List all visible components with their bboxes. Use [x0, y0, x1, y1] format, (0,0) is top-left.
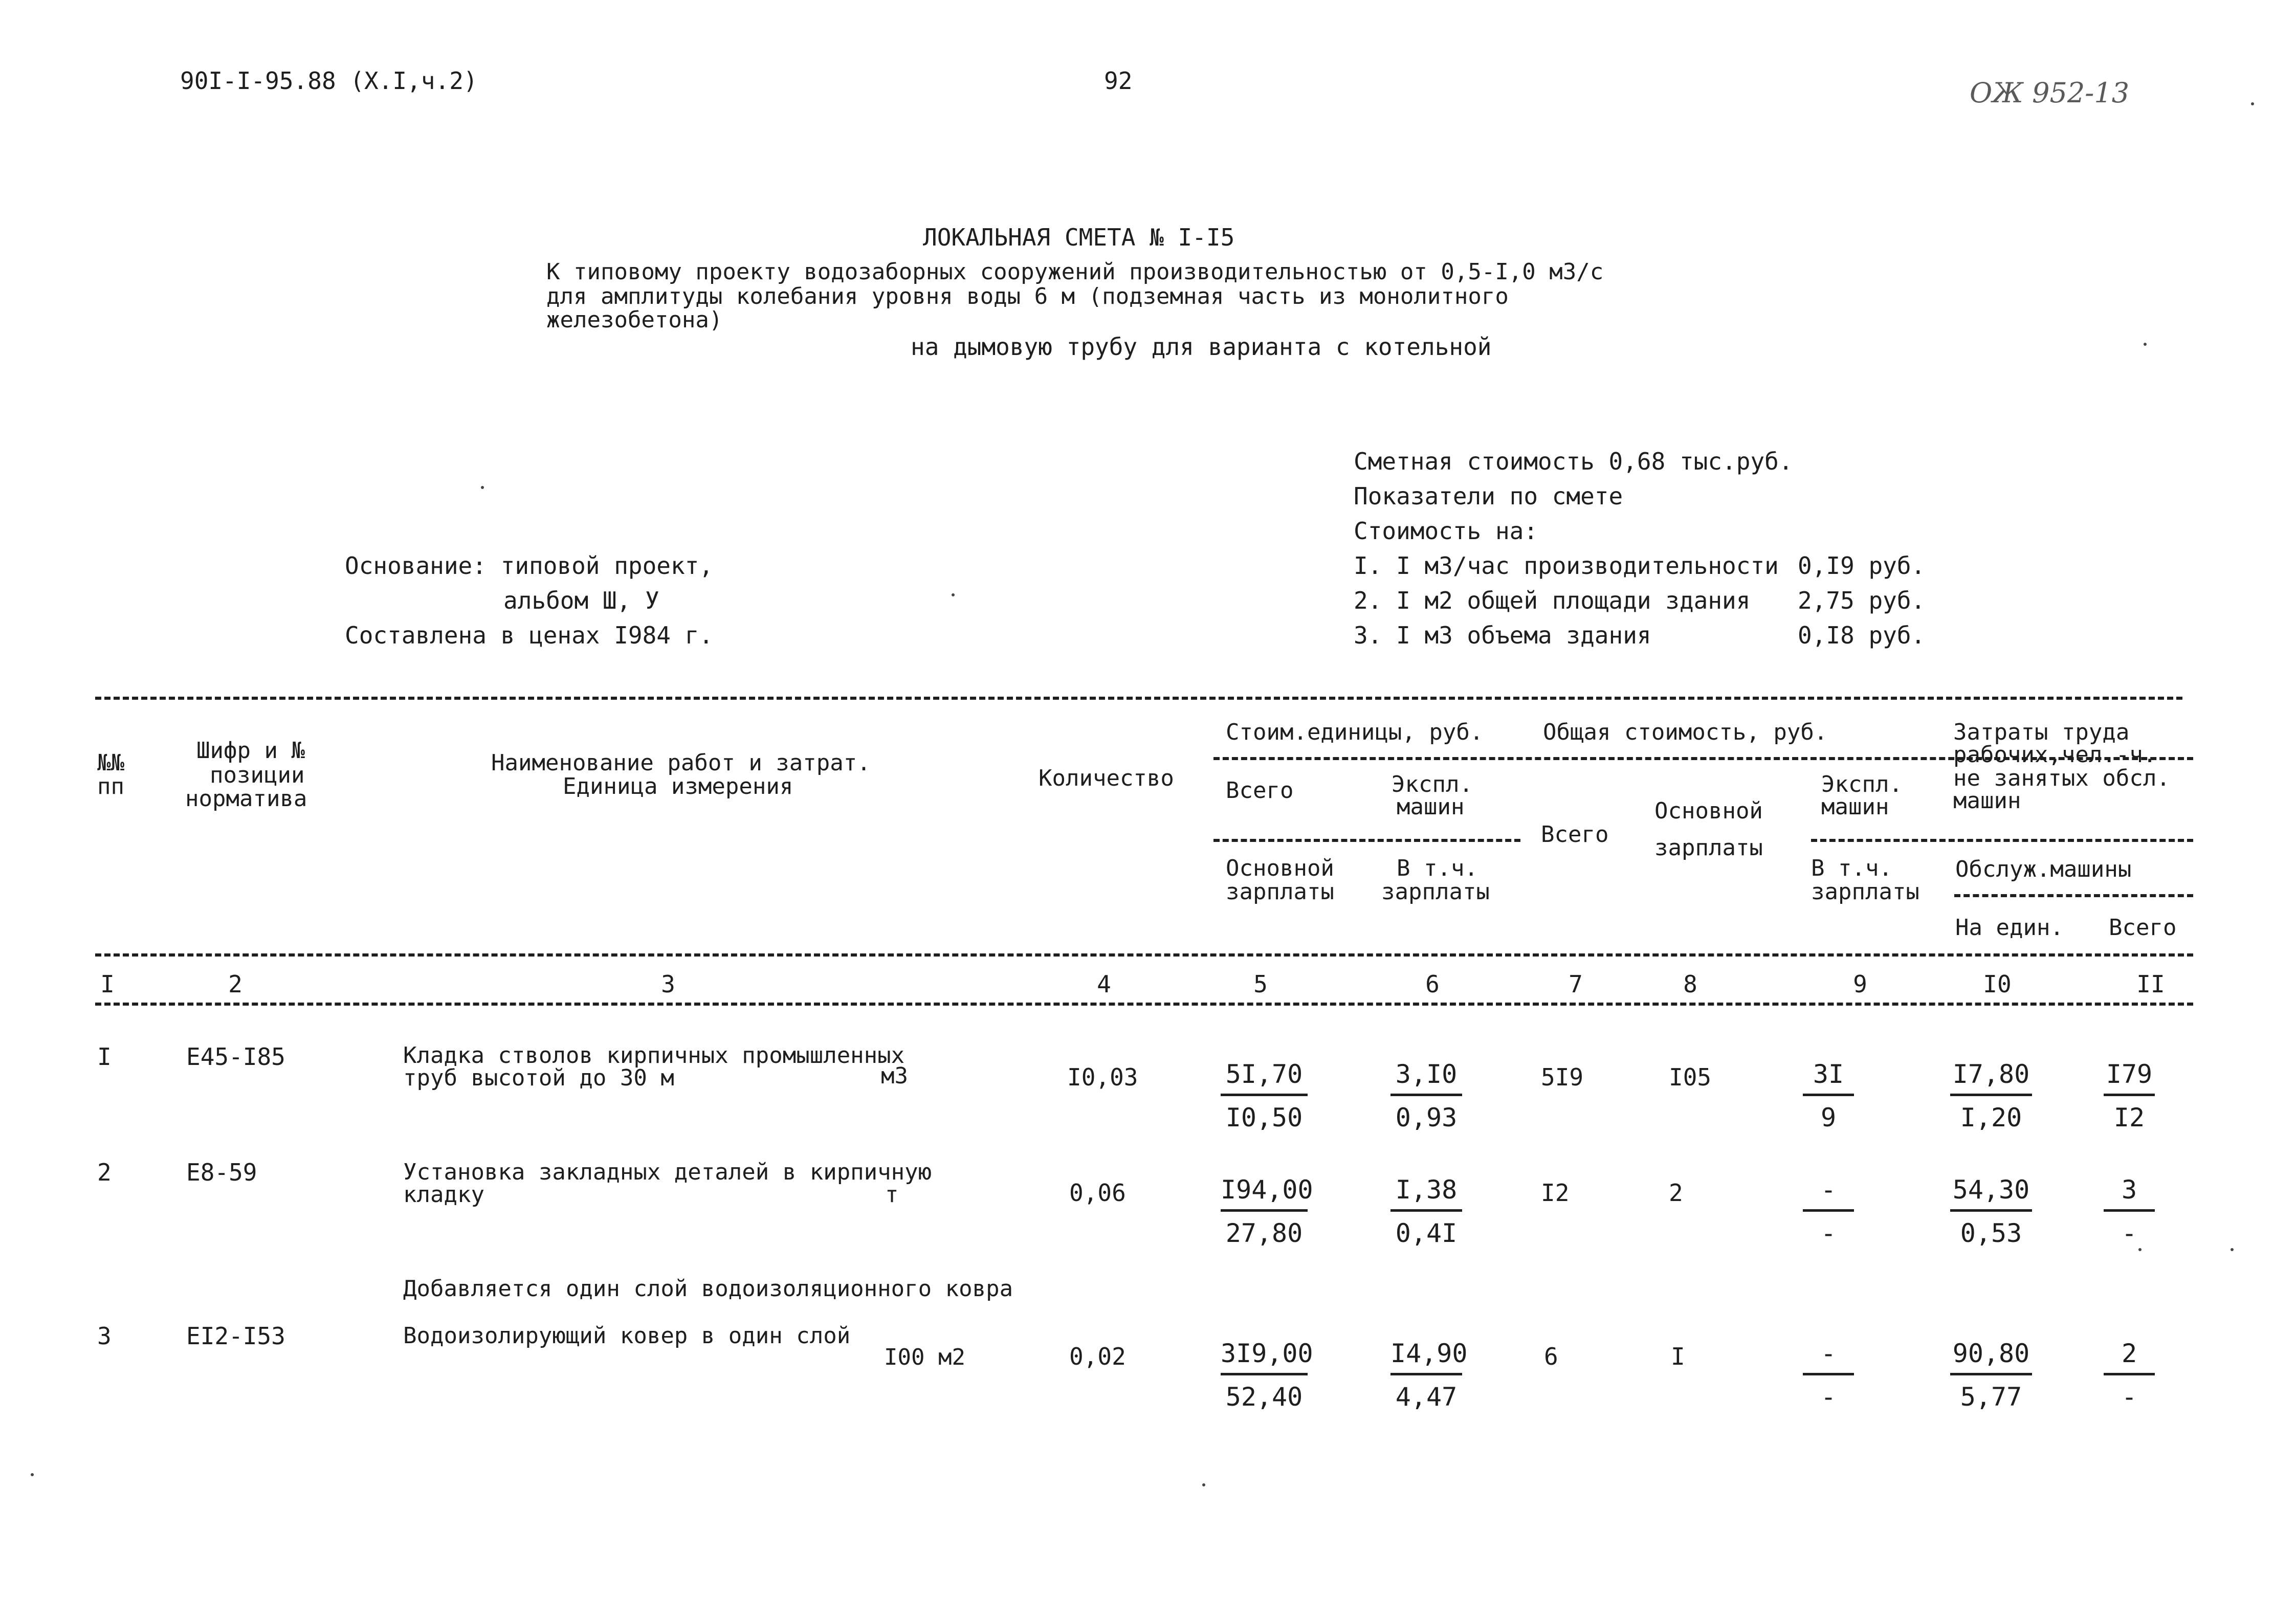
- row-1-unit-cost: [1221, 1060, 1308, 1132]
- row-1-labor-total: [2104, 1060, 2155, 1132]
- header-total-incl-2: зарплаты: [1811, 879, 1919, 905]
- row-2-unit-cost: [1221, 1175, 1313, 1248]
- header-unit-incl-2: зарплаты: [1381, 879, 1490, 905]
- column-number: I0: [1983, 970, 2012, 998]
- header-code-3: норматива: [185, 786, 307, 812]
- scan-speck: [2138, 1248, 2142, 1251]
- row-1-total-machines-salary: 9: [1820, 1103, 1837, 1132]
- row-3-unit-cost-salary: 52,40: [1225, 1382, 1303, 1412]
- row-1-unit-cost-salary: I0,50: [1225, 1103, 1303, 1132]
- row-2-unit-machines-salary: 0,4I: [1395, 1218, 1458, 1248]
- row-3-unit-cost-total: 3I9,00: [1221, 1339, 1308, 1375]
- row-1-unit-cost-total: 5I,70: [1221, 1060, 1308, 1096]
- header-rule-2a: [1213, 839, 1520, 842]
- header-labor-3: не занятых обсл.: [1953, 765, 2170, 791]
- row-3-unit-cost: [1221, 1339, 1313, 1412]
- indicator-1-value: 0,I9 руб.: [1798, 552, 1926, 580]
- basis-line-2: альбом Ш, У: [503, 587, 659, 614]
- title-line-3: железобетона): [546, 307, 723, 333]
- estimated-cost: Сметная стоимость 0,68 тыс.руб.: [1354, 448, 1793, 475]
- row-3-code: ЕI2-I53: [186, 1322, 285, 1350]
- row-1-unit-machines-total: 3,I0: [1390, 1060, 1462, 1096]
- scan-speck: [2144, 343, 2147, 346]
- header-unit-salary-1: Основной: [1226, 855, 1334, 881]
- title-line-4: на дымовую трубу для варианта с котельной: [911, 333, 1492, 361]
- row-3-unit-machines-total: I4,90: [1390, 1339, 1462, 1375]
- page-number: 92: [1104, 67, 1133, 95]
- document-code: 90I-I-95.88 (Х.I,ч.2): [180, 67, 478, 95]
- row-1-labor-total-machines: I2: [2113, 1103, 2145, 1132]
- header-total-cost: Общая стоимость, руб.: [1543, 719, 1828, 745]
- row-1-total: 5I9: [1541, 1063, 1584, 1091]
- section-note: Добавляется один слой водоизоляционного ковра: [403, 1276, 1013, 1302]
- row-3-labor-total: [2104, 1339, 2155, 1411]
- row-1-total-machines: [1803, 1060, 1854, 1132]
- row-2-code: Е8-59: [186, 1159, 257, 1186]
- indicator-1-label: I. I м3/час производительности: [1354, 552, 1779, 580]
- row-3-quantity: 0,02: [1069, 1343, 1126, 1370]
- row-3-unit-machines-salary: 4,47: [1395, 1382, 1458, 1412]
- header-num-2: пп: [97, 773, 124, 799]
- row-2-quantity: 0,06: [1069, 1179, 1126, 1207]
- row-1-unit: м3: [881, 1063, 908, 1089]
- header-name-1: Наименование работ и затрат.: [491, 750, 871, 776]
- column-number: 2: [228, 970, 242, 998]
- header-total-all: Всего: [1541, 821, 1609, 848]
- row-2-labor-per-unit: [1950, 1175, 2032, 1248]
- column-number: 5: [1253, 970, 1268, 998]
- column-number: I: [100, 970, 115, 998]
- row-2-labor-total-machines: -: [2121, 1218, 2137, 1248]
- table-top-rule: [95, 697, 2182, 700]
- row-3-labor-per-unit-machines: 5,77: [1960, 1382, 2022, 1412]
- row-2-unit-cost-salary: 27,80: [1225, 1218, 1303, 1248]
- row-3-labor-per-unit: [1950, 1339, 2032, 1411]
- row-2-labor-per-unit-workers: 54,30: [1950, 1175, 2032, 1212]
- row-1-labor-per-unit-workers: I7,80: [1950, 1060, 2032, 1096]
- column-number: 3: [661, 970, 675, 998]
- row-2-labor-total: [2104, 1175, 2155, 1248]
- header-labor-1: Затраты труда: [1953, 719, 2130, 745]
- row-3-name-1: Водоизолирующий ковер в один слой: [403, 1323, 851, 1349]
- header-unit-total: Всего: [1226, 777, 1294, 804]
- indicator-2-label: 2. I м2 общей площади здания: [1354, 587, 1751, 614]
- row-3-unit-machines: [1390, 1339, 1468, 1412]
- header-unit-machines-2: машин: [1397, 794, 1465, 820]
- scan-speck: [481, 486, 484, 489]
- row-2-unit-machines-total: I,38: [1390, 1175, 1462, 1212]
- row-2-labor-total-workers: 3: [2104, 1175, 2155, 1212]
- scan-speck: [2231, 1248, 2234, 1251]
- row-3-total-salary: I: [1671, 1343, 1685, 1370]
- header-quantity: Количество: [1039, 765, 1174, 791]
- header-num-1: №№: [97, 750, 124, 776]
- header-code-2: позиции: [210, 762, 305, 788]
- row-3-labor-per-unit-workers: 90,80: [1950, 1339, 2032, 1375]
- header-service-total: Всего: [2109, 915, 2177, 941]
- header-total-machines-2: машин: [1821, 794, 1889, 820]
- row-1-quantity: I0,03: [1067, 1063, 1138, 1091]
- basis-line-1: Основание: типовой проект,: [345, 552, 714, 580]
- header-unit-salary-2: зарплаты: [1226, 879, 1334, 905]
- indicator-2-value: 2,75 руб.: [1798, 587, 1926, 614]
- scan-speck: [952, 593, 955, 596]
- column-number: 4: [1097, 970, 1111, 998]
- header-total-machines-1: Экспл.: [1821, 771, 1903, 797]
- row-3-total-machines-salary: -: [1820, 1382, 1837, 1412]
- title-line-1: К типовому проекту водозаборных сооружений производительностью от 0,5-I,0 м3/с: [546, 259, 1604, 285]
- title-line-2: для амплитуды колебания уровня воды 6 м (подземная часть из монолитного: [546, 283, 1509, 309]
- header-per-unit: На един.: [1955, 915, 2064, 941]
- row-2-labor-per-unit-machines: 0,53: [1960, 1218, 2022, 1248]
- row-1-name-2: труб высотой до 30 м: [403, 1065, 674, 1091]
- header-service-machines: Обслуж.машины: [1955, 856, 2132, 882]
- header-unit-incl-1: В т.ч.: [1397, 855, 1478, 881]
- row-1-unit-machines: [1390, 1060, 1462, 1132]
- document-heading: ЛОКАЛЬНАЯ СМЕТА № I-I5: [923, 224, 1235, 251]
- column-number: II: [2136, 970, 2165, 998]
- row-2-unit-machines: [1390, 1175, 1462, 1248]
- header-bottom-rule: [95, 953, 2193, 957]
- row-3-labor-total-machines: -: [2121, 1382, 2137, 1412]
- row-1-total-salary: I05: [1669, 1063, 1712, 1091]
- row-1-total-machines-total: 3I: [1803, 1060, 1854, 1096]
- header-total-salary-1: Основной: [1654, 798, 1763, 824]
- row-2-total-machines-total: -: [1803, 1175, 1854, 1212]
- header-rule-2b: [1811, 839, 2193, 842]
- archive-mark: ОЖ 952-13: [1970, 77, 2130, 109]
- row-2-total-machines-salary: -: [1820, 1218, 1837, 1248]
- row-2-total-salary: 2: [1669, 1179, 1683, 1207]
- row-3-unit: I00 м2: [884, 1344, 965, 1370]
- header-labor-4: машин: [1953, 788, 2021, 814]
- row-1-code: Е45-I85: [186, 1043, 285, 1071]
- row-3-total: 6: [1544, 1343, 1558, 1370]
- row-1-labor-per-unit-machines: I,20: [1960, 1103, 2022, 1132]
- row-3-total-machines: [1803, 1339, 1854, 1411]
- row-2-name-2: кладку: [403, 1182, 484, 1208]
- row-2-name-1: Установка закладных деталей в кирпичную: [403, 1159, 932, 1185]
- row-3-labor-total-workers: 2: [2104, 1339, 2155, 1375]
- row-3-number: 3: [97, 1322, 112, 1350]
- column-number-rule: [95, 1003, 2193, 1006]
- header-unit-cost: Стоим.единицы, руб.: [1226, 719, 1484, 745]
- column-number: 9: [1853, 970, 1867, 998]
- scan-speck: [1202, 1483, 1205, 1486]
- row-2-unit: т: [885, 1182, 899, 1208]
- row-1-unit-machines-salary: 0,93: [1395, 1103, 1458, 1132]
- header-code-1: Шифр и №: [196, 738, 305, 764]
- indicator-3-label: 3. I м3 объема здания: [1354, 621, 1651, 649]
- row-1-name-1: Кладка стволов кирпичных промышленных: [403, 1042, 905, 1069]
- column-number: 7: [1569, 970, 1583, 998]
- scan-speck: [31, 1473, 34, 1476]
- row-2-total: I2: [1541, 1179, 1570, 1207]
- header-total-incl-1: В т.ч.: [1811, 855, 1892, 881]
- basis-line-3: Составлена в ценах I984 г.: [345, 621, 714, 649]
- row-1-labor-total-workers: I79: [2104, 1060, 2155, 1096]
- header-unit-machines-1: Экспл.: [1392, 771, 1473, 797]
- cost-for-label: Стоимость на:: [1354, 517, 1538, 545]
- column-number: 6: [1425, 970, 1440, 998]
- indicator-3-value: 0,I8 руб.: [1798, 621, 1926, 649]
- row-1-labor-per-unit: [1950, 1060, 2032, 1132]
- row-2-number: 2: [97, 1159, 112, 1186]
- header-total-salary-2: зарплаты: [1654, 835, 1763, 861]
- row-2-total-machines: [1803, 1175, 1854, 1248]
- scan-speck: [2251, 102, 2254, 105]
- column-number: 8: [1683, 970, 1697, 998]
- header-name-2: Единица измерения: [563, 773, 793, 799]
- header-labor-2: рабочих,чел.-ч.: [1953, 742, 2157, 768]
- indicators-label: Показатели по смете: [1354, 482, 1623, 510]
- header-rule-3: [1954, 894, 2193, 897]
- row-3-total-machines-total: -: [1803, 1339, 1854, 1375]
- row-1-number: I: [97, 1043, 112, 1071]
- row-2-unit-cost-total: I94,00: [1221, 1175, 1308, 1212]
